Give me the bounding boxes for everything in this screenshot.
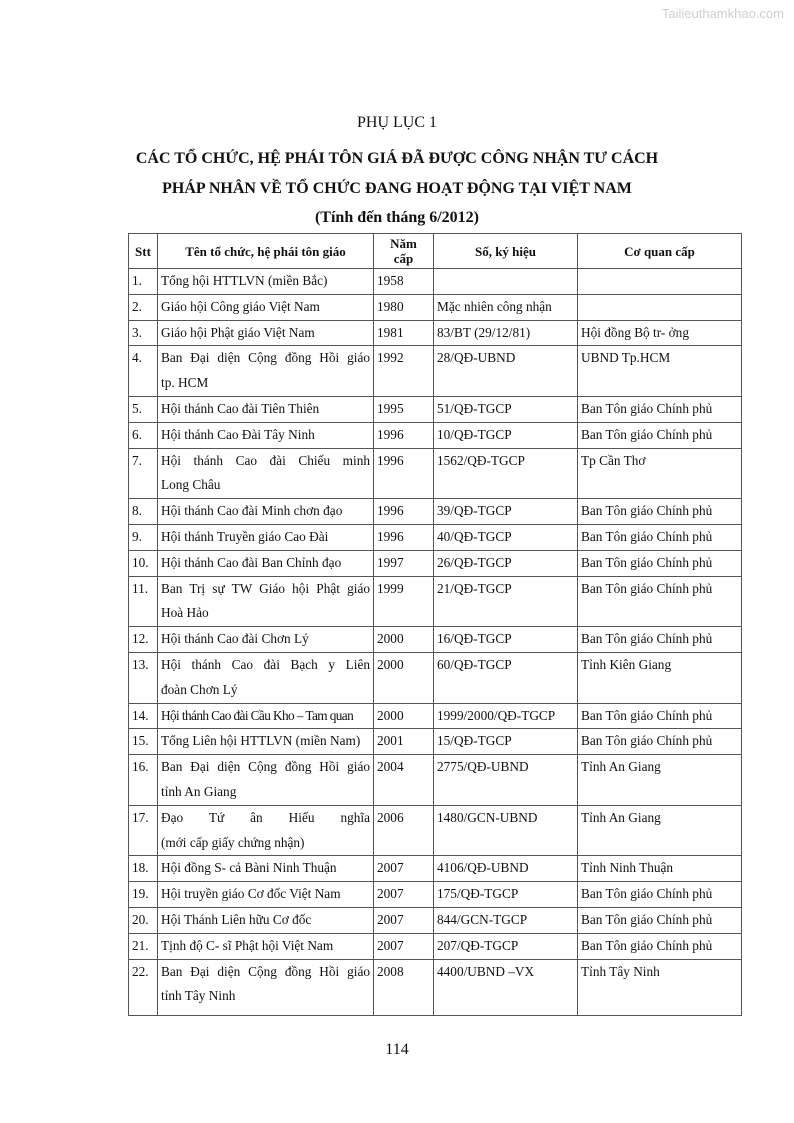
cell-name-line: Giáo hội Phật giáo Việt Nam [161,324,315,340]
table-row [129,576,742,627]
cell-year: 2007 [374,907,434,933]
cell-stt: 19. [129,882,158,908]
cell-code: 1999/2000/QĐ-TGCP [434,703,578,729]
cell-year: 2000 [374,703,434,729]
header-year-line1: Năm [390,236,417,251]
cell-year: 1996 [374,524,434,550]
cell-year: 1958 [374,269,434,295]
cell-code: 2775/QĐ-UBND [434,755,578,806]
cell-code: 844/GCN-TGCP [434,907,578,933]
cell-name-line: Ban Trị sự TW Giáo hội Phật giáo [161,580,370,596]
cell-code: 1480/GCN-UBND [434,805,578,856]
table-row [129,856,742,882]
page-number: 114 [385,1041,409,1058]
cell-name-line: Đạo Tứ ân Hiếu nghĩa [161,809,370,825]
organizations-table [128,233,742,1016]
cell-agency: Ban Tôn giáo Chính phủ [578,524,742,550]
cell-name-line: Hội thánh Cao đài Bạch y Liên [161,656,370,672]
cell-year: 1981 [374,320,434,346]
cell-agency: Tỉnh Kiên Giang [578,652,742,703]
cell-name-line: Hội thánh Cao đài Tiên Thiên [161,400,320,416]
table-row [129,882,742,908]
cell-name-line: Hội thánh Cao Đài Tây Ninh [161,426,315,442]
title-line-1: CÁC TỔ CHỨC, HỆ PHÁI TÔN GIÁ ĐÃ ĐƯỢC CÔNG NHẬN TƯ CÁCH [135,150,659,167]
cell-agency: Ban Tôn giáo Chính phủ [578,576,742,627]
cell-code: 40/QĐ-TGCP [434,524,578,550]
table-row [129,652,742,703]
cell-code: 28/QĐ-UBND [434,346,578,397]
cell-year: 2008 [374,959,434,1016]
cell-code: 16/QĐ-TGCP [434,627,578,653]
table-row [129,933,742,959]
cell-code: 207/QĐ-TGCP [434,933,578,959]
cell-stt: 5. [129,396,158,422]
cell-name-line: Ban Đại diện Cộng đồng Hồi giáo [161,759,370,775]
header-year-line2: cấp [393,251,414,266]
cell-stt: 21. [129,933,158,959]
cell-year: 2007 [374,856,434,882]
cell-code [434,269,578,295]
cell-year: 2004 [374,755,434,806]
cell-agency: Tp Cần Thơ [578,448,742,499]
cell-name-line: Hội thánh Cao đài Minh chơn đạo [161,503,343,519]
cell-code: 60/QĐ-TGCP [434,652,578,703]
header-agency: Cơ quan cấp [578,234,742,269]
cell-name-line: tỉnh An Giang [161,783,237,799]
cell-name [158,269,374,295]
cell-name [158,703,374,729]
cell-stt: 2. [129,294,158,320]
cell-agency: Tỉnh An Giang [578,805,742,856]
cell-stt: 14. [129,703,158,729]
cell-agency: Tỉnh An Giang [578,755,742,806]
cell-stt: 8. [129,499,158,525]
header-code: Số, ký hiệu [434,234,578,269]
cell-year: 1997 [374,550,434,576]
cell-year: 1992 [374,346,434,397]
table-header-row [129,234,742,269]
cell-name-line: Long Châu [161,477,221,493]
cell-name [158,805,374,856]
cell-name-line: Tịnh độ C- sĩ Phật hội Việt Nam [161,937,334,953]
cell-name [158,576,374,627]
table-row [129,729,742,755]
cell-name [158,627,374,653]
cell-name [158,652,374,703]
cell-name [158,882,374,908]
cell-stt: 9. [129,524,158,550]
cell-stt: 15. [129,729,158,755]
table-row [129,294,742,320]
cell-year: 1996 [374,499,434,525]
cell-year: 2007 [374,933,434,959]
cell-year: 1999 [374,576,434,627]
cell-name [158,294,374,320]
cell-code: 26/QĐ-TGCP [434,550,578,576]
table-row [129,703,742,729]
table-row [129,959,742,1016]
cell-name [158,933,374,959]
table-row [129,269,742,295]
cell-name [158,320,374,346]
cell-name-line: Tổng Liên hội HTTLVN (miền Nam) [161,733,361,749]
cell-code: 15/QĐ-TGCP [434,729,578,755]
cell-code: 83/BT (29/12/81) [434,320,578,346]
document-title [0,144,794,233]
cell-name [158,959,374,1016]
cell-name-line: Ban Đại diện Cộng đồng Hồi giáo [161,963,370,979]
cell-year: 2007 [374,882,434,908]
cell-stt: 18. [129,856,158,882]
cell-name-line: Hội thánh Cao đài Chiếu minh [161,452,370,468]
cell-agency [578,294,742,320]
cell-year: 2001 [374,729,434,755]
cell-name-line: Giáo hội Công giáo Việt Nam [161,298,320,314]
cell-agency: Ban Tôn giáo Chính phủ [578,499,742,525]
table-row [129,627,742,653]
cell-stt: 3. [129,320,158,346]
cell-name [158,755,374,806]
cell-name [158,396,374,422]
watermark: Tailieuthamkhao.com [661,6,784,21]
title-line-2: PHÁP NHÂN VỀ TỔ CHỨC ĐANG HOẠT ĐỘNG TẠI VIỆT NAM [162,179,632,197]
cell-name-line: đoàn Chơn Lý [161,681,238,697]
table-body [129,269,742,1016]
cell-agency: Ban Tôn giáo Chính phủ [578,422,742,448]
cell-name-line: Hoà Hảo [161,605,209,621]
cell-year: 1995 [374,396,434,422]
cell-code: 1562/QĐ-TGCP [434,448,578,499]
cell-agency: Ban Tôn giáo Chính phủ [578,882,742,908]
cell-name [158,856,374,882]
cell-year: 2006 [374,805,434,856]
cell-agency: Ban Tôn giáo Chính phủ [578,703,742,729]
cell-agency: Ban Tôn giáo Chính phủ [578,729,742,755]
cell-stt: 6. [129,422,158,448]
table-row [129,320,742,346]
table-row [129,346,742,397]
cell-name-line: Hội đồng S- cả Bàni Ninh Thuận [161,860,337,876]
cell-code: 4400/UBND –VX [434,959,578,1016]
cell-agency: Ban Tôn giáo Chính phủ [578,627,742,653]
cell-stt: 1. [129,269,158,295]
cell-year: 2000 [374,652,434,703]
cell-agency [578,269,742,295]
cell-code: 4106/QĐ-UBND [434,856,578,882]
cell-agency: Tỉnh Ninh Thuận [578,856,742,882]
cell-year: 1996 [374,448,434,499]
cell-agency: Ban Tôn giáo Chính phủ [578,933,742,959]
cell-year: 2000 [374,627,434,653]
cell-name [158,448,374,499]
table-row [129,907,742,933]
cell-agency: Ban Tôn giáo Chính phủ [578,396,742,422]
cell-stt: 16. [129,755,158,806]
cell-stt: 17. [129,805,158,856]
cell-stt: 22. [129,959,158,1016]
cell-year: 1980 [374,294,434,320]
cell-name-line: (mới cấp giấy chứng nhận) [161,834,305,850]
table-row [129,805,742,856]
table-row [129,550,742,576]
cell-stt: 7. [129,448,158,499]
table-row [129,448,742,499]
cell-name-line: Hội thánh Cao đài Chơn Lý [161,631,309,647]
cell-stt: 10. [129,550,158,576]
table-row [129,524,742,550]
cell-agency: UBND Tp.HCM [578,346,742,397]
cell-name [158,550,374,576]
cell-name [158,422,374,448]
title-line-3: (Tính đến tháng 6/2012) [314,209,480,226]
cell-name [158,729,374,755]
cell-code: 51/QĐ-TGCP [434,396,578,422]
cell-agency: Tỉnh Tây Ninh [578,959,742,1016]
cell-name [158,499,374,525]
cell-name-line: tỉnh Tây Ninh [161,988,236,1004]
cell-code: 21/QĐ-TGCP [434,576,578,627]
cell-name [158,907,374,933]
cell-agency: Hội đồng Bộ tr- ởng [578,320,742,346]
table-row [129,755,742,806]
cell-name-line: Hội Thánh Liên hữu Cơ đốc [161,911,312,927]
header-name: Tên tổ chức, hệ phái tôn giáo [158,234,374,269]
cell-stt: 20. [129,907,158,933]
cell-agency: Ban Tôn giáo Chính phủ [578,907,742,933]
appendix-label: PHỤ LỤC 1 [356,114,437,131]
header-year [374,234,434,269]
cell-code: 10/QĐ-TGCP [434,422,578,448]
cell-name [158,346,374,397]
cell-agency: Ban Tôn giáo Chính phủ [578,550,742,576]
cell-name-line: Hội thánh Cao đài Cầu Kho – Tam quan [161,707,354,723]
cell-stt: 12. [129,627,158,653]
cell-name [158,524,374,550]
cell-code: 39/QĐ-TGCP [434,499,578,525]
cell-code: 175/QĐ-TGCP [434,882,578,908]
cell-name-line: tp. HCM [161,375,209,391]
cell-name-line: Hội thánh Cao đài Ban Chỉnh đạo [161,554,342,570]
cell-name-line: Hội thánh Truyền giáo Cao Đài [161,528,329,544]
cell-name-line: Ban Đại diện Cộng đồng Hồi giáo [161,350,370,366]
cell-stt: 13. [129,652,158,703]
cell-name-line: Hội truyền giáo Cơ đốc Việt Nam [161,886,341,902]
cell-stt: 11. [129,576,158,627]
table-row [129,499,742,525]
table-row [129,396,742,422]
table-row [129,422,742,448]
cell-year: 1996 [374,422,434,448]
cell-stt: 4. [129,346,158,397]
cell-code: Mặc nhiên công nhận [434,294,578,320]
header-stt: Stt [129,234,158,269]
cell-name-line: Tổng hội HTTLVN (miền Bắc) [161,273,328,288]
